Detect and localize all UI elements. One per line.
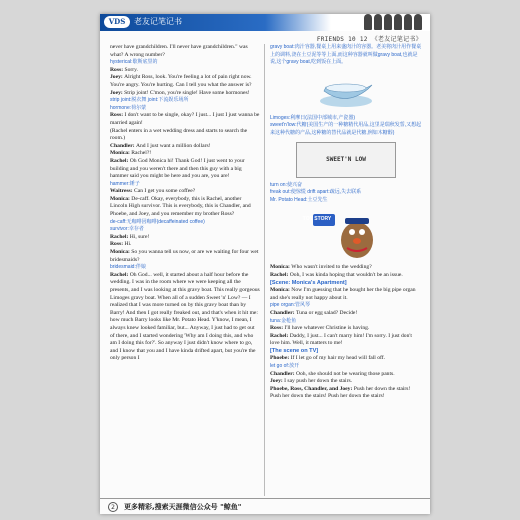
speaker-name: Rachel:	[110, 271, 130, 278]
dialog-line	[110, 150, 260, 158]
dialog-text: Oh God... well, it started about a half hour before the wedding. I was in the room where we were keeping all the presents, and I was looking at this gravy boat. This really gorgeous Limoges gravy boat. When all of a sudden Sweet 'n' Low? — I realized that I was more turned on by this gravy boat than by Barry! And then I got really freaked out, and that's when it hit me: how much Barry looks like Mr. Potato Head. Y'know, I mean, I always knew looked familiar, but... Anyway, I just had to get out of there, and I started wondering 'Why am I doing this, and who am I doing this for?'. So anyway I just didn't know where to go, and I know that you and I have kinda drifted apart, but you're the only person I	[110, 271, 260, 362]
page-footer	[100, 498, 430, 514]
dialog-line	[270, 310, 422, 318]
speaker-name: Rachel:	[110, 157, 130, 164]
dialog-text: Who wasn't invited to the wedding?	[291, 264, 372, 271]
speaker-name: Rachel:	[270, 271, 290, 278]
vocab-note: survivor:幸存者	[110, 226, 144, 233]
dialog-line	[110, 249, 260, 264]
scene-heading: [Scene: Monica's Apartment]	[270, 279, 347, 286]
vocab-note: strip joint:脱衣舞 joint:下流娱乐场所	[110, 97, 189, 104]
right-column	[270, 44, 422, 401]
vocab-note: freak out:使惊慌 drift apart:疏远,失去联系	[270, 189, 362, 196]
dialog-line	[270, 264, 422, 272]
dialog-line	[110, 241, 260, 249]
friends-characters-image	[364, 14, 424, 34]
page-subheader: FRIENDS 10 12 《老友记笔记书》	[316, 36, 422, 43]
dialog-text: I'll have whatever Christine is having.	[284, 325, 370, 332]
dialog-line	[110, 143, 260, 151]
speaker-name: Monica:	[110, 195, 132, 202]
speaker-name: Rachel:	[270, 332, 290, 339]
dialog-line	[270, 272, 422, 280]
vocab-note: de-caff:无咖啡因咖啡(decaffeinated coffee)	[110, 218, 205, 225]
speaker-name: Rachel:	[110, 233, 130, 240]
dialog-text: Alright Ross, look. You're feeling a lot of pain right now. You're angry. You're hurting. Can I tell you what the answer is?	[110, 74, 252, 88]
vocab-note: let go of:放开	[270, 363, 300, 370]
speaker-name: Joey:	[110, 89, 125, 96]
dialog-line	[110, 188, 260, 196]
dialog-text: I say push her down the stairs.	[284, 378, 353, 385]
page-banner	[100, 14, 430, 31]
speaker-name: Monica:	[270, 264, 292, 271]
speaker-name: Waitress:	[110, 188, 134, 195]
vocab-note: bridesmaid:伴娘	[110, 264, 146, 271]
dialog-line	[270, 355, 422, 363]
dialog-text: Rachel?!	[131, 150, 152, 157]
vocab-note: hormone:荷尔蒙	[110, 104, 147, 111]
dialog-line	[110, 112, 260, 127]
dialog-text: Now I'm guessing that he bought her the big pipe organ and she's really not happy about it.	[270, 287, 416, 301]
dialog-line	[270, 333, 422, 348]
speaker-name: Ross:	[110, 112, 125, 119]
dialog-text: Strip joint! C'mon, you're single! Have some hormones!	[124, 89, 250, 96]
speaker-name: Ross:	[270, 325, 285, 332]
speaker-name: Chandler:	[110, 142, 136, 149]
vocab-note: Mr. Potato Head:土豆先生	[270, 196, 328, 203]
page-number: 2	[108, 502, 118, 512]
speaker-name: Joey:	[110, 74, 125, 81]
body-text: never have grandchildren. I'll never have grandchildren." was what? A wrong number?	[110, 44, 248, 58]
dialog-line	[270, 386, 422, 401]
dialog-text: Daddy, I just... I can't marry him! I'm sorry. I just don't love him. Well, it matters to me!	[270, 332, 412, 347]
vocab-note: hammer:锤子	[110, 180, 140, 187]
speaker-name: Ross:	[110, 66, 125, 73]
banner-logo: VDS	[104, 16, 130, 28]
vocab-note: hysterical:歇斯底里的	[110, 59, 158, 66]
vocab-note: pipe organ:管风琴	[270, 302, 311, 309]
dialog-text: If I let go of my hair my head will fall off.	[290, 355, 386, 362]
dialog-text: Can I get you some coffee?	[133, 188, 196, 195]
dialog-line	[270, 287, 422, 302]
vocab-note: tuna:金枪鱼	[270, 317, 297, 324]
dialog-line	[110, 74, 260, 89]
dialog-line	[110, 158, 260, 181]
dialog-text: Oh God Monica hi! Thank God! I just went to your building and you weren't there and then this guy with a big hammer said you might be here and you are, you are!	[110, 157, 245, 180]
speaker-name: Monica:	[270, 287, 292, 294]
gravy-boat-image	[270, 71, 422, 111]
speaker-name: Ross:	[110, 241, 125, 248]
dialog-line	[110, 196, 260, 219]
vocab-note: turn on:使兴奋	[270, 181, 302, 188]
toy-story-label: TOY STORY	[302, 216, 332, 223]
dialog-text: Tuna or egg salad? Decide!	[295, 309, 358, 316]
dialog-text: And I just want a million dollars!	[135, 142, 211, 149]
speaker-name: Phoebe:	[270, 355, 291, 362]
dialog-line	[110, 234, 260, 242]
speaker-name: Monica:	[110, 150, 132, 157]
dialog-text: Hi, sure!	[129, 233, 150, 240]
scene-heading: [The scene on TV]	[270, 347, 319, 354]
dialog-text: Sorry.	[124, 66, 138, 73]
dialog-text: Ooh, I was kinda hoping that wouldn't be an issue.	[289, 271, 403, 278]
dialog-text: Push her down the stairs! Push her down the stairs! Push her down the stairs!	[270, 385, 411, 400]
dialog-text: Hi.	[124, 241, 132, 248]
mr-potato-head-image	[270, 208, 422, 260]
sweet-n-low-label: SWEET'N LOW	[326, 155, 366, 163]
vocab-note: sweet'n'low:代糖(美国生产的一种糖精代用品,这里是瑞秋发誓,又想起来这种代糖的产品,这种糖的替代品就是代糖,例如木糖醇)	[270, 122, 422, 136]
column-divider	[264, 44, 265, 496]
speaker-name: Joey:	[270, 378, 285, 385]
dialog-text: I don't want to be single, okay? I just... I just I just wanna be married again!	[110, 112, 260, 126]
footer-text: 更多精彩,搜索天涯微信公众号 "鲸鱼"	[124, 502, 242, 511]
left-column	[110, 44, 260, 363]
vocab-note: gravy boat:肉汁容器,餐桌上用来盛肉汁的容器。老美将肉汁用作餐桌上的调料,浇在土豆泥等等上面,而这种容器就叫做gravy boat,也就是说,这个gravy boat,吃到饭在上面。	[270, 44, 422, 66]
banner-title: 老友记笔记书	[134, 17, 182, 26]
dialog-text: So you wanna tell us now, or are we waiting for four wet bridesmaids?	[110, 249, 259, 263]
speaker-name: Chandler:	[270, 309, 296, 316]
dialog-line	[270, 378, 422, 386]
dialog-line	[270, 371, 422, 379]
dialog-line	[270, 325, 422, 333]
notebook-page	[100, 14, 430, 514]
speaker-name: Phoebe, Ross, Chandler, and Joey:	[270, 385, 354, 392]
dialog-line	[110, 272, 260, 363]
dialog-text: Ooh, she should not be wearing those pants.	[295, 370, 395, 377]
speaker-name: Monica:	[110, 249, 132, 256]
speaker-name: Chandler:	[270, 370, 296, 377]
dialog-text: De-caff. Okay, everybody, this is Rachel, another Lincoln High survivor. This is everybody, this is Chandler, and Phoebe, and Joey, and you remember my brother Ross?	[110, 195, 251, 218]
body-text: (Rachel enters in a wet wedding dress and starts to search the room.)	[110, 127, 248, 142]
sweet-n-low-image	[270, 142, 422, 178]
vocab-note: Limoges:利摩日(法国中部城市,产瓷器)	[270, 114, 356, 121]
